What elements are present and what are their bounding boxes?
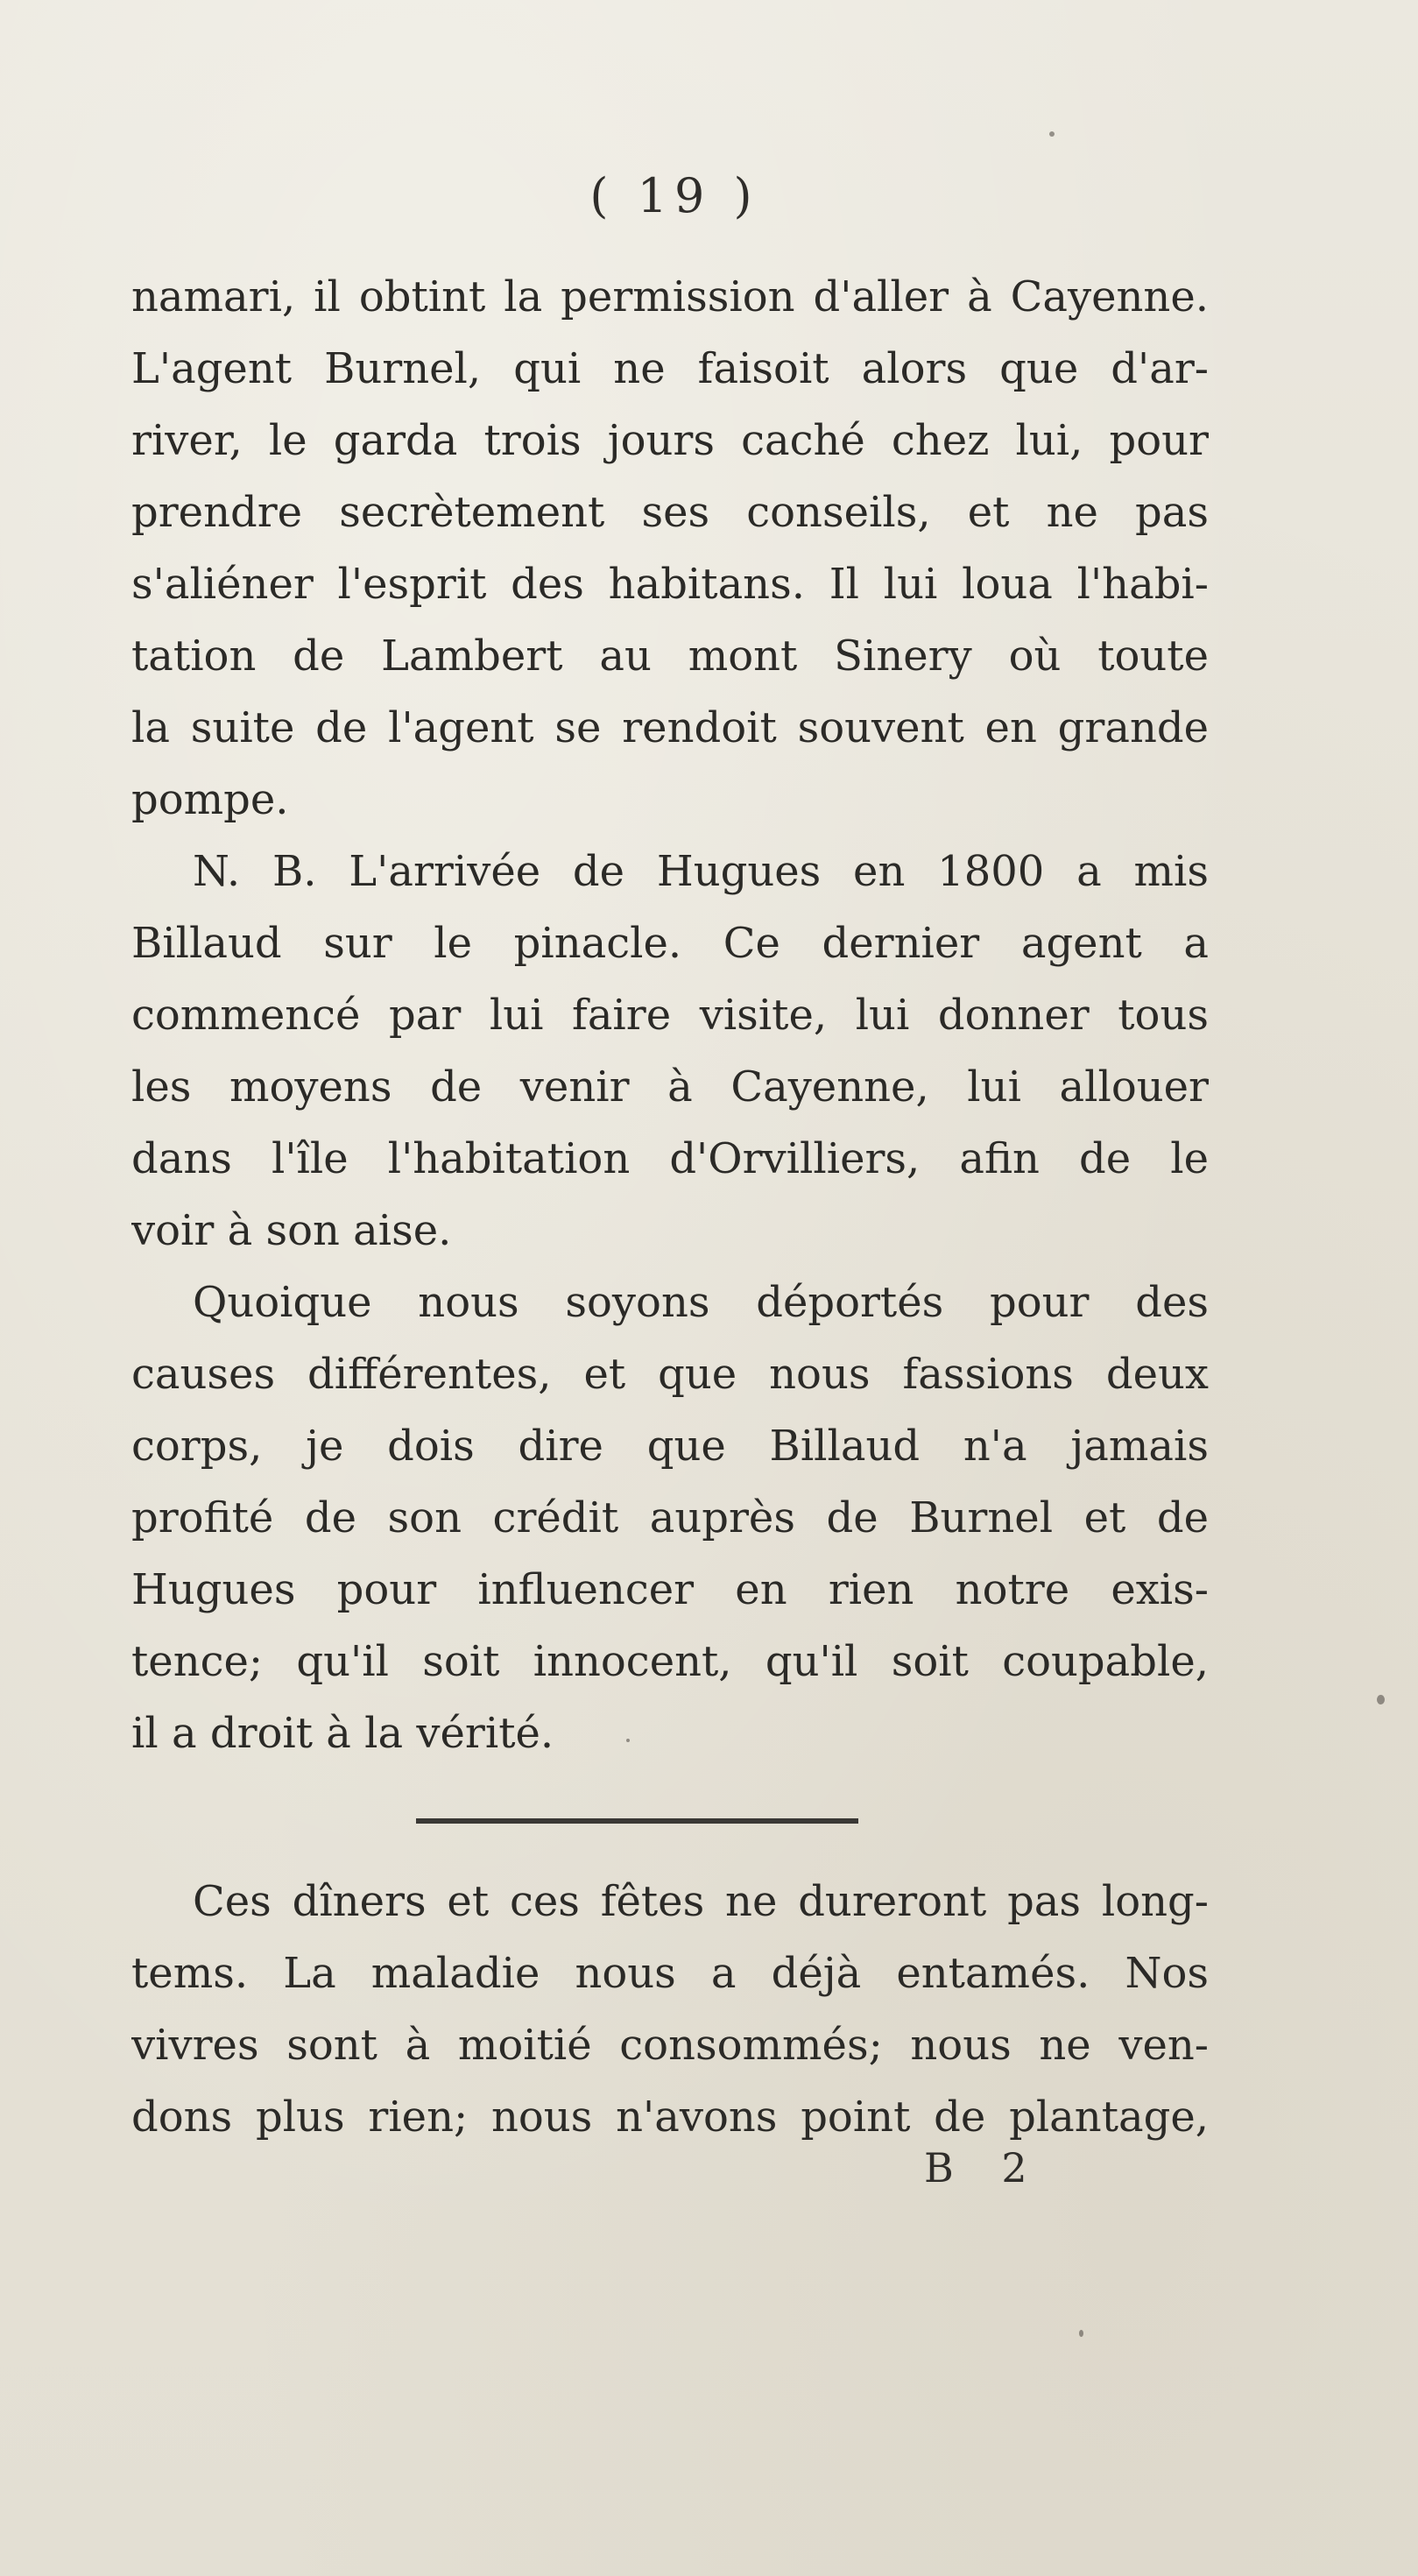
text-line: les moyens de venir à Cayenne, lui allouer	[131, 1062, 1209, 1112]
paper-speck	[1049, 131, 1055, 137]
text-line: L'agent Burnel, qui ne faisoit alors que d'ar-	[131, 344, 1209, 393]
text-line: dans l'île l'habitation d'Orvilliers, afin de le	[131, 1134, 1209, 1183]
text-line: tems. La maladie nous a déjà entamés. Nos	[131, 1949, 1209, 1998]
text-line: pompe.	[131, 775, 289, 824]
text-line: Hugues pour influencer en rien notre exis-	[131, 1565, 1209, 1614]
text-line: dons plus rien; nous n'avons point de plantage,	[131, 2093, 1209, 2142]
text-line: prendre secrètement ses conseils, et ne pas	[131, 488, 1209, 537]
text-line: Ces dîners et ces fêtes ne dureront pas long-	[193, 1877, 1209, 1926]
text-block-upper	[131, 261, 1209, 1769]
text-line: profité de son crédit auprès de Burnel et de	[131, 1493, 1209, 1542]
signature-mark: B 2	[924, 2144, 1045, 2191]
text-line: vivres sont à moitié consommés; nous ne ven-	[131, 2021, 1209, 2070]
text-line: il a droit à la vérité.	[131, 1709, 554, 1758]
text-line: commencé par lui faire visite, lui donner tous	[131, 991, 1209, 1040]
paper-speck	[1377, 1695, 1385, 1704]
text-line: causes différentes, et que nous fassions deux	[131, 1350, 1209, 1399]
text-line: corps, je dois dire que Billaud n'a jamais	[131, 1422, 1209, 1471]
text-line: N. B. L'arrivée de Hugues en 1800 a mis	[193, 847, 1209, 896]
text-line: Billaud sur le pinacle. Ce dernier agent a	[131, 919, 1209, 968]
text-block-lower	[131, 1866, 1209, 2153]
text-line: tation de Lambert au mont Sinery où toute	[131, 632, 1209, 681]
text-line: Quoique nous soyons déportés pour des	[193, 1278, 1209, 1327]
text-line: river, le garda trois jours caché chez lui, pour	[131, 416, 1209, 465]
section-divider	[416, 1818, 858, 1824]
text-line: namari, il obtint la permission d'aller à Cayenne.	[131, 272, 1209, 321]
paper-speck	[1079, 2330, 1083, 2337]
paper-speck	[626, 1739, 630, 1742]
text-line: la suite de l'agent se rendoit souvent en grande	[131, 703, 1209, 752]
text-line: tence; qu'il soit innocent, qu'il soit coupable,	[131, 1637, 1209, 1686]
page-number: ( 19 )	[589, 168, 759, 223]
text-line: voir à son aise.	[131, 1206, 452, 1255]
text-line: s'aliéner l'esprit des habitans. Il lui loua l'habi-	[131, 560, 1209, 609]
